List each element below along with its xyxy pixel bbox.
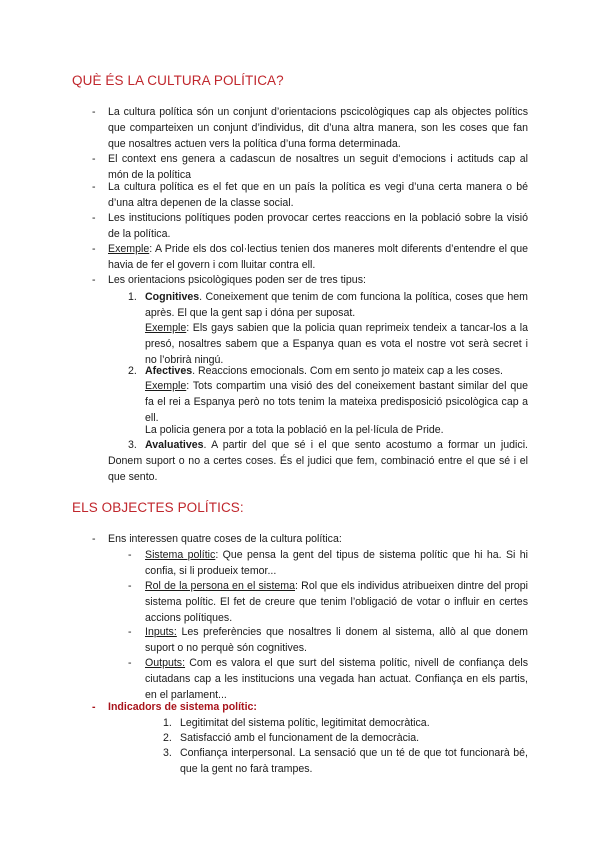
bullet-dash: -	[92, 533, 96, 545]
bullet-dash: -	[92, 181, 96, 193]
subitem-label: Sistema polític	[145, 549, 216, 561]
subitem-text: Les preferències que nosaltres li donem al sistema, allò al que donem suport o no perquè són cognitives.	[145, 626, 528, 654]
bullet-dash: -	[92, 106, 96, 118]
objects-intro: Ens interessen quatre coses de la cultura política:	[108, 533, 342, 545]
subitem-sistema-politic	[145, 548, 528, 580]
example-text: : A Pride els dos col·lectius tenien dos maneres molt diferents d’entendre el que havia de fer el govern i com lluitar contra ell.	[108, 243, 528, 271]
bullet-text: La cultura política es el fet que en un país la política es vegi d’una certa manera o bé d’una altra depenen de la classe social.	[108, 181, 528, 209]
item-title: Avaluatives	[145, 439, 204, 451]
list-number: 2.	[128, 365, 137, 377]
subitem-text: : Rol que els individus atribueixen dintre del propi sistema polític. El fet de creure que tenim l’obligació de votar o influir en certes accions polítiques.	[145, 580, 529, 624]
bullet-text: La cultura política són un conjunt d’orientacions pscicològiques cap als objectes polítics que comparteixen un conjunt d’individus, dit d’una altra manera, son les coses que fan que nosaltres actuen vers la política d’una forma determinada.	[108, 106, 528, 150]
list-number: 1.	[163, 717, 172, 729]
section-title-objectes-politics: ELS OBJECTES POLÍTICS:	[72, 500, 244, 515]
bullet-dash: -	[92, 274, 96, 286]
sub-bullet-dash: -	[128, 580, 132, 592]
section-title-cultura-politica: QUÈ ÉS LA CULTURA POLÍTICA?	[72, 73, 284, 88]
bullet-dash: -	[92, 243, 96, 255]
item-text: . A partir del que sé i el que sento acostumo a formar un judici. Donem suport o no a certes coses. És el judici que fem, combinació entre el que sé i el que sento.	[108, 439, 528, 483]
item-text: . Reaccions emocionals. Com em sento jo mateix cap a les coses.	[192, 365, 503, 377]
example-label: Exemple	[145, 322, 187, 334]
subitem-text: : Que pensa la gent del tipus de sistema polític que hi ha. Si hi confia, si li produeix temor...	[145, 549, 529, 577]
sub-bullet-dash: -	[128, 626, 132, 638]
list-item-avaluatives	[108, 438, 528, 485]
indicators-title: Indicadors de sistema polític:	[108, 701, 257, 713]
indicator-item: Legitimitat del sistema polític, legitimitat democràtica.	[180, 717, 430, 729]
example-text: : Tots compartim una visió des del coneixement bastant similar del que fa el rei a Espanya però no tots tenim la mateixa predisposició psicològica cap a ell.	[145, 380, 528, 424]
item-title: Cognitives	[145, 291, 200, 303]
subitem-text: Com es valora el que surt del sistema polític, nivell de confiança dels ciutadans cap a les institucions una vegada han actuat. Confiança en els partis, en el parlament...	[145, 657, 528, 701]
bullet-text: El context ens genera a cadascun de nosaltres un seguit d’emocions i actituds cap al món de la política	[108, 153, 528, 181]
example-label: Exemple	[145, 380, 187, 392]
list-number: 2.	[163, 732, 172, 744]
subitem-label: Inputs:	[145, 626, 177, 638]
bullet-dash: -	[92, 153, 96, 165]
list-item-cognitives	[145, 290, 528, 322]
list-number: 1.	[128, 291, 137, 303]
bullet-text: Les institucions polítiques poden provocar certes reaccions en la població sobre la visió de la política.	[108, 212, 528, 240]
subitem-label: Rol de la persona en el sistema	[145, 580, 296, 592]
item-text: . Coneixement que tenim de com funciona la política, coses que hem après. El que la gent sap i dóna per suposat.	[145, 291, 528, 319]
subitem-outputs	[145, 656, 528, 703]
bullet-dash: -	[92, 701, 96, 713]
orientations-intro: Les orientacions psicològiques poden ser de tres tipus:	[108, 274, 366, 286]
example-paragraph	[108, 242, 528, 274]
list-number: 3.	[163, 747, 172, 759]
subitem-label: Outputs:	[145, 657, 186, 669]
item-title: Afectives	[145, 365, 193, 377]
item-example	[145, 321, 528, 368]
list-item-afectives	[145, 364, 528, 380]
subitem-rol-persona	[145, 579, 528, 626]
sub-bullet-dash: -	[128, 549, 132, 561]
bullet-dash: -	[92, 212, 96, 224]
item-extra: La policia genera por a tota la població en la pel·lícula de Pride.	[145, 424, 444, 436]
indicator-item: Confiança interpersonal. La sensació que un té de que tot funcionarà bé, que la gent no farà trampes.	[180, 747, 528, 775]
subitem-inputs	[145, 625, 528, 657]
list-number: 3.	[128, 439, 137, 451]
sub-bullet-dash: -	[128, 657, 132, 669]
example-text: : Els gays sabien que la policia quan reprimeix tendeix a tancar-los a la presó, nosaltres sabem que a Espanya quan es vota el nostre vot serà secret i no l’obrirà ningú.	[145, 322, 528, 366]
example-label: Exemple	[108, 243, 150, 255]
item-example	[145, 379, 528, 426]
indicator-item: Satisfacció amb el funcionament de la democràcia.	[180, 732, 420, 744]
